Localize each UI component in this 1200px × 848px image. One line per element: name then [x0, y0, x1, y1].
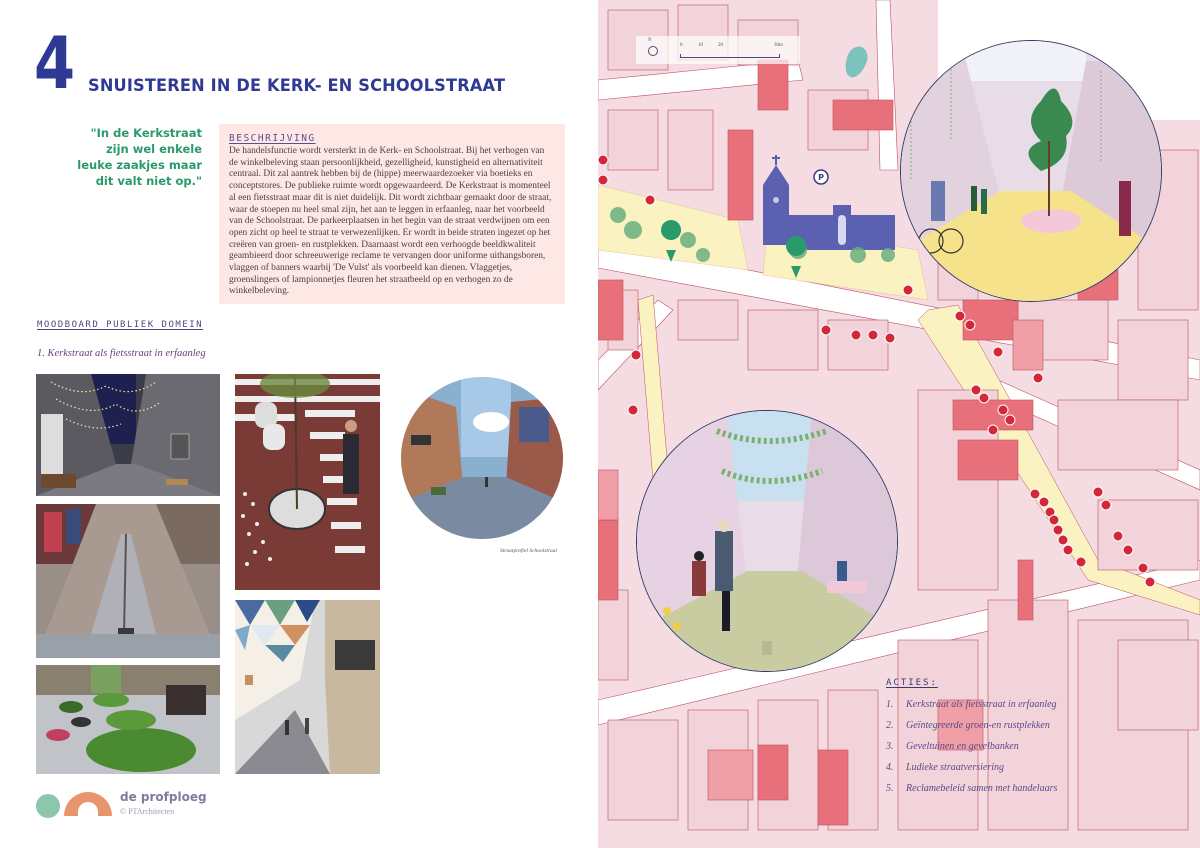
- logo-name: de profploeg: [120, 790, 207, 804]
- actie-item: 1. Kerkstraat als fietsstraat in erfaanleg: [886, 699, 1057, 710]
- scale-tick: 0: [680, 43, 683, 48]
- photo-colorful-canopy-street: [235, 600, 380, 774]
- left-page: [0, 0, 598, 848]
- chapter-number: 4: [34, 21, 72, 105]
- circle-photo-caption: Straatprofiel Schoolstraat: [500, 548, 558, 554]
- description-label: BESCHRIJVING: [229, 133, 316, 144]
- moodboard-label: MOODBOARD PUBLIEK DOMEIN: [37, 320, 204, 330]
- visualization-schoolstraat: [636, 410, 898, 672]
- scale-tick: 30m: [774, 43, 783, 48]
- photo-night-alley-string-lights: [36, 374, 220, 496]
- actie-item: 5. Reclamebeleid samen met handelaars: [886, 783, 1058, 794]
- photo-cobblestone-street: [36, 504, 220, 658]
- north-label: N: [648, 38, 652, 43]
- visualization-kerkstraat: [900, 40, 1162, 302]
- scale-tick: 10: [698, 43, 703, 48]
- actie-item: 4. Ludieke straatversiering: [886, 762, 1005, 773]
- photo-circle-schoolstraat: [401, 377, 563, 539]
- site-map: [598, 0, 1200, 848]
- moodboard-sublabel: 1. Kerkstraat als fietsstraat in erfaanleg: [37, 348, 206, 359]
- photo-green-mounds-plaza: [36, 665, 220, 774]
- description-box: [219, 124, 565, 304]
- acties-label: ACTIES:: [886, 678, 938, 688]
- description-text: De handelsfunctie wordt versterkt in de Kerk- en Schoolstraat. Bij het verhogen van de winkelbeleving staan persoonlijkheid, gezelligheid, kunstigheid en alternativiteit centraal. Dit zal aantrek hebben bij de (hippe) meerwaardezoeker via boetieks en conceptstores. De publieke ruimte wordt opgewaardeerd. De Kerkstraat is momenteel al een fietsstraat maar dit is niet duidelijk. Dit wordt zichtbaar gemaakt door de straat, waar de stoepen nu heel smal zijn, het aan te leggen in erfaanleg, naar het voorbeeld van de Schoolstraat. De parkeerplaatsen in het begin van de straat verdwijnen om een open zicht op heel te straat te verwezenlijken. Er wordt in beide straten ingezet op het creëren van groen- en rustplekken. Daarnaast wordt een verhoogde beeldkwaliteit geambieerd door schreeuwerige reclame te vervangen door uniforme uithangsboren, vlaggen of banners waarbij 'De Vulst' als voorbeeld kan dienen. Vlaggetjes, groenslingers of lampionnetjes fleuren het straatbeeld op en verhogen zo de winkelbeleving.: [229, 146, 552, 297]
- north-arrow-icon: [648, 46, 658, 56]
- scale-bar-line: [680, 54, 780, 58]
- svg-text:P: P: [818, 173, 824, 182]
- scale-tick: 20: [718, 43, 723, 48]
- actie-item: 2. Geïntegreerde groen-en rustplekken: [886, 720, 1050, 731]
- page-title: SNUISTEREN IN DE KERK- EN SCHOOLSTRAAT: [88, 76, 506, 96]
- logo-arch-icon: [64, 792, 112, 816]
- resident-quote: "In de Kerkstraat zijn wel enkele leuke zaakjes maar dit valt niet op.": [77, 126, 202, 188]
- map-scale-bar: [636, 36, 800, 64]
- actie-item: 3. Geveltuinen en gevelbanken: [886, 741, 1019, 752]
- logo-credit: © PTArchitecten: [120, 807, 175, 816]
- logo-circle-icon: [36, 794, 60, 818]
- photo-red-pavement-crosswalk-tree: [235, 374, 380, 590]
- acties-legend: [886, 678, 1076, 799]
